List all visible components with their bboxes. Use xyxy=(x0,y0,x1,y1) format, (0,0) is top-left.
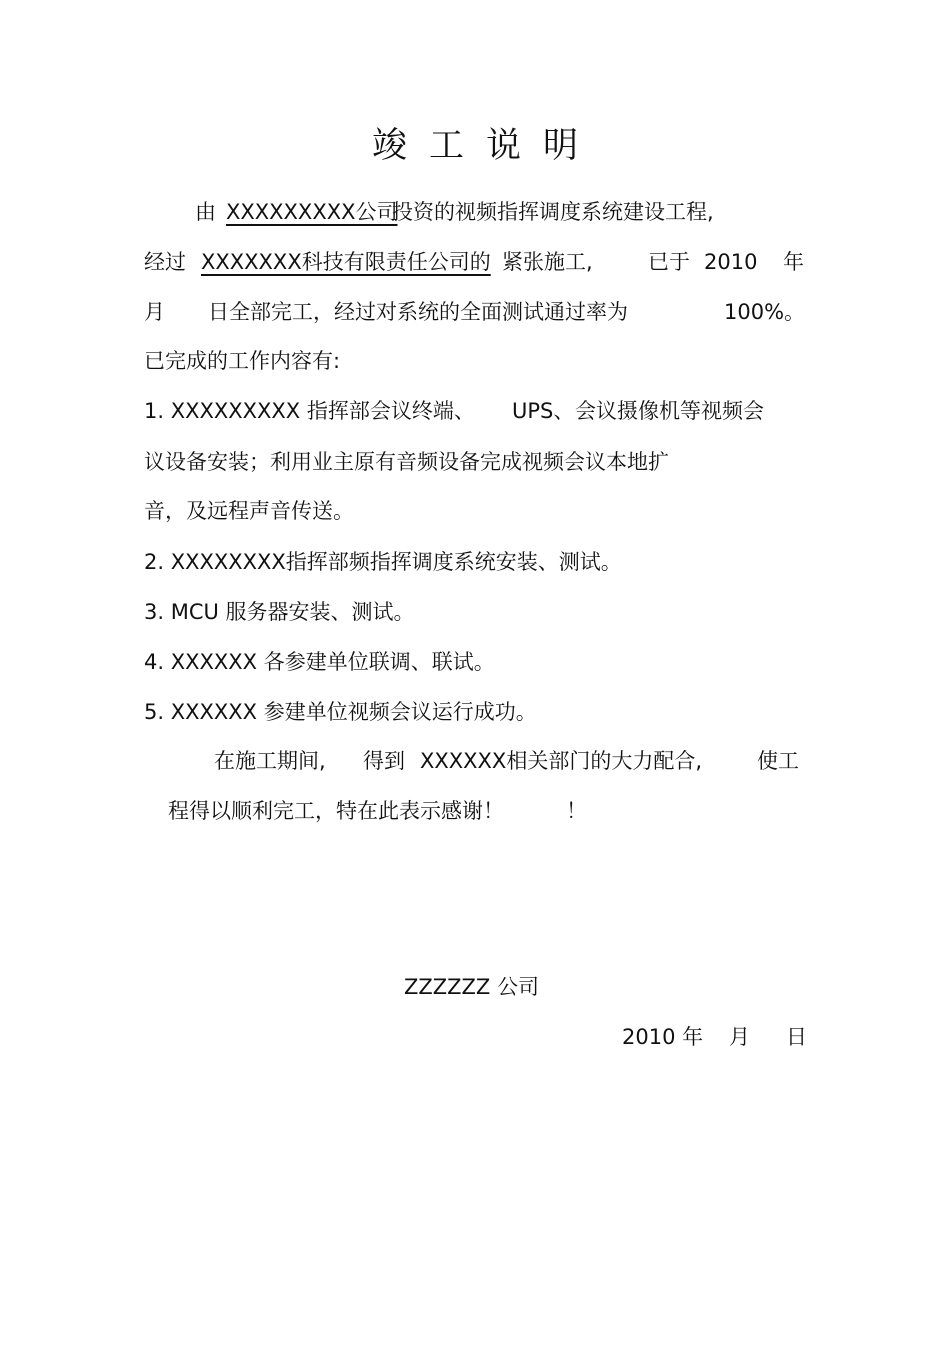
intro-year: 2010 xyxy=(704,250,758,274)
item-3: 3. MCU 服务器安装、测试。 xyxy=(144,600,415,624)
intro-construction: 紧张施工, xyxy=(502,250,593,274)
thanks-part-c: XXXXXX相关部门的大力配合, xyxy=(420,749,702,773)
intro-by: 由 xyxy=(195,200,216,224)
pass-rate: 100%。 xyxy=(724,300,806,324)
thanks-part-d: 使工 xyxy=(757,749,799,773)
signature-month: 月 xyxy=(729,1025,750,1049)
item-2: 2. XXXXXXXX指挥部频指挥调度系统安装、测试。 xyxy=(144,550,622,574)
intro-completion: 日全部完工，经过对系统的全面测试通过率为 xyxy=(208,300,628,324)
item-1-part-c: 会议摄像机等视频会 xyxy=(575,399,764,423)
item-1-part-b: UPS、 xyxy=(512,399,575,423)
item-1-part-a: 1. XXXXXXXXX 指挥部会议终端、 xyxy=(144,399,475,423)
item-1-line-2: 议设备安装；利用业主原有音频设备完成视频会议本地扩 xyxy=(144,450,669,474)
intro-done: 已于 xyxy=(648,250,690,274)
signature-company: ZZZZZZ 公司 xyxy=(404,975,539,999)
item-4: 4. XXXXXX 各参建单位联调、联试。 xyxy=(144,650,495,674)
investor-company: XXXXXXXXX公司 xyxy=(226,200,398,224)
intro-year-unit: 年 xyxy=(783,250,804,274)
signature-day: 日 xyxy=(786,1025,807,1049)
thanks-part-e: 程得以顺利完工，特在此表示感谢！ xyxy=(168,799,504,823)
intro-month: 月 xyxy=(144,300,165,324)
thanks-part-a: 在施工期间, xyxy=(214,749,326,773)
contractor-company: XXXXXXX科技有限责任公司的 xyxy=(201,250,491,274)
item-5: 5. XXXXXX 参建单位视频会议运行成功。 xyxy=(144,700,537,724)
signature-year: 2010 年 xyxy=(622,1025,704,1049)
item-1-line-3: 音，及远程声音传送。 xyxy=(144,499,354,523)
intro-via: 经过 xyxy=(144,250,186,274)
work-content-heading: 已完成的工作内容有: xyxy=(144,349,341,373)
document-title: 竣工说明 xyxy=(371,126,600,166)
thanks-part-b: 得到 xyxy=(363,749,405,773)
thanks-part-f: ！ xyxy=(566,799,587,823)
intro-project-text: 投资的视频指挥调度系统建设工程, xyxy=(392,200,714,224)
